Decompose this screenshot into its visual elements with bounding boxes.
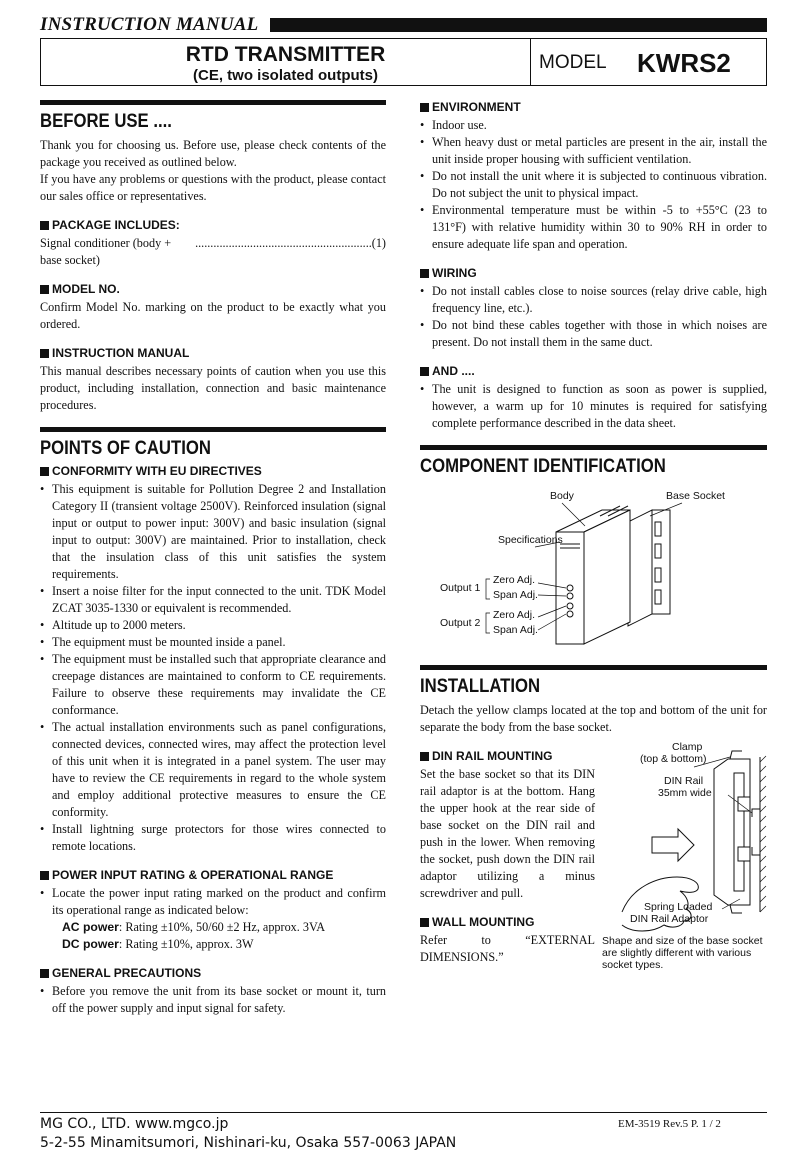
wiring-heading: WIRING: [420, 266, 767, 280]
title-box: [40, 38, 767, 86]
instruction-manual-text: This manual describes necessary points of caution when you use this product, including installation, connection and basic maintenance procedures.: [40, 364, 386, 412]
title-divider: [530, 39, 531, 85]
power-heading: POWER INPUT RATING & OPERATIONAL RANGE: [40, 868, 386, 882]
section-rule: [420, 665, 767, 670]
list-item: • The equipment must be mounted inside a panel.: [40, 634, 386, 651]
instruction-manual-heading: INSTRUCTION MANUAL: [40, 346, 386, 360]
list-item: • The unit is designed to function as soon as power is supplied, however, a warm up for 10 minutes is required for satisfying complete performance described in the data sheet.: [420, 381, 767, 432]
manual-title: INSTRUCTION MANUAL: [40, 14, 259, 35]
zero-adj-1-label: Zero Adj.: [493, 574, 536, 586]
environment-heading: ENVIRONMENT: [420, 100, 767, 114]
ac-power-line: AC power: Rating ±10%, 50/60 ±2 Hz, approx. 3VA: [62, 920, 325, 934]
wall-heading: WALL MOUNTING: [420, 915, 595, 929]
span-adj-2-label: Span Adj.: [493, 624, 538, 636]
list-item: • Do not install cables close to noise sources (relay drive cable, high frequency line, etc.).: [420, 283, 767, 317]
square-bullet-icon: [40, 285, 49, 294]
din-rail-label: DIN Rail: [664, 775, 704, 787]
installation-block: [420, 741, 767, 999]
title-bar: [270, 18, 767, 32]
din-heading: DIN RAIL MOUNTING: [420, 749, 595, 763]
eu-list: [40, 481, 386, 855]
base-socket-label: Base Socket: [666, 490, 725, 502]
list-item: • Insert a noise filter for the input connected to the unit. TDK Model ZCAT 3035-1330 or equivalent is recommended.: [40, 583, 386, 617]
spring-label: Spring Loaded: [644, 901, 713, 913]
din-rail-width-label: 35mm wide: [658, 787, 712, 799]
before-use-intro2: If you have any problems or questions with the product, please contact our sales office or representatives.: [40, 172, 386, 203]
square-bullet-icon: [420, 367, 429, 376]
spring-sublabel: DIN Rail Adaptor: [630, 913, 709, 925]
body-label: Body: [550, 490, 574, 502]
square-bullet-icon: [40, 969, 49, 978]
square-bullet-icon: [420, 918, 429, 927]
model-label: MODEL: [539, 52, 607, 73]
list-item: • Indoor use.: [420, 117, 767, 134]
dc-power-line: DC power: Rating ±10%, approx. 3W: [62, 937, 254, 951]
clamp-label: Clamp: [672, 741, 703, 753]
component-title: COMPONENT IDENTIFICATION: [420, 456, 666, 477]
model-no-text: Confirm Model No. marking on the product to be exactly what you ordered.: [40, 300, 386, 331]
general-heading: GENERAL PRECAUTIONS: [40, 966, 386, 980]
square-bullet-icon: [40, 871, 49, 880]
package-item: Signal conditioner (body + base socket) .......................................................... (1): [40, 236, 386, 267]
din-text: Set the base socket so that its DIN rail adaptor is at the bottom. Hang the upper hook at the rear side of base socket on the DIN rail and push in the lower. When removing the socket, push down the DIN rail adaptor utilizing a minus screwdriver and pull.: [420, 767, 595, 900]
din-diagram: [602, 737, 767, 971]
list-item: • The actual installation environments such as panel configurations, connected devices, connected wires, may affect the protection level of this unit when it is integrated in a panel system. The user may have to review the CE requirements in regard to the whole system and employ additional protective measures to ensure the CE conformity.: [40, 719, 386, 821]
component-diagram: [420, 482, 767, 652]
span-adj-1-label: Span Adj.: [493, 589, 538, 601]
list-item: • Do not bind these cables together with those in which noises are present. Do not install them in the same duct.: [420, 317, 767, 351]
footer-doc-number: EM-3519 Rev.5 P. 1 / 2: [618, 1118, 721, 1130]
footer-rule: [40, 1112, 767, 1113]
square-bullet-icon: [420, 752, 429, 761]
socket-note: Shape and size of the base socket are slightly different with various socket types.: [602, 935, 763, 971]
list-item: • Altitude up to 2000 meters.: [40, 617, 386, 634]
product-title: RTD TRANSMITTER: [185, 43, 386, 66]
output2-label: Output 2: [440, 617, 481, 629]
list-item: • Do not install the unit where it is subjected to continuous vibration. Do not subject the unit to physical impact.: [420, 168, 767, 202]
wall-text: Refer to “EXTERNAL DIMENSIONS.”: [420, 933, 595, 964]
footer-address: 5-2-55 Minamitsumori, Nishinari-ku, Osaka 557-0063 JAPAN: [40, 1135, 457, 1151]
and-heading: AND ....: [420, 364, 767, 378]
square-bullet-icon: [40, 467, 49, 476]
list-item: • Before you remove the unit from its base socket or mount it, turn off the power supply and input signal for safety.: [40, 983, 386, 1017]
section-rule: [420, 445, 767, 450]
list-item: • This equipment is suitable for Pollution Degree 2 and Installation Category II (transient voltage 2500V). Reinforced insulation (signal input or output to power input: 300V) and basic insulation (signal input to output: 300V) are maintained. Prior to installation, check that the insulation class of this unit satisfies the system requirements.: [40, 481, 386, 583]
model-no-heading: MODEL NO.: [40, 282, 386, 296]
square-bullet-icon: [420, 269, 429, 278]
square-bullet-icon: [40, 221, 49, 230]
clamp-sublabel: (top & bottom): [640, 753, 707, 765]
eu-heading: CONFORMITY WITH EU DIRECTIVES: [40, 464, 386, 478]
product-subtitle: (CE, two isolated outputs): [193, 67, 378, 84]
list-item: • Install lightning surge protectors for those wires connected to remote locations.: [40, 821, 386, 855]
footer-company: MG CO., LTD. www.mgco.jp: [40, 1116, 229, 1132]
right-column: [420, 100, 767, 999]
list-item: • Environmental temperature must be within -5 to +55°C (23 to 131°F) with relative humidity within 30 to 90% RH in order to ensure adequate life span and operation.: [420, 202, 767, 253]
specifications-label: Specifications: [498, 534, 563, 546]
section-rule: [40, 100, 386, 105]
list-item: • When heavy dust or metal particles are present in the air, install the unit inside proper housing with sufficient ventilation.: [420, 134, 767, 168]
output1-label: Output 1: [440, 582, 481, 594]
left-column: [40, 100, 386, 1017]
installation-title: INSTALLATION: [420, 676, 541, 697]
model-code: KWRS2: [637, 48, 731, 78]
square-bullet-icon: [40, 349, 49, 358]
installation-intro: Detach the yellow clamps located at the top and bottom of the unit for separate the body from the base socket.: [420, 703, 767, 734]
square-bullet-icon: [420, 103, 429, 112]
list-item: • Locate the power input rating marked on the product and confirm its operational range as indicated below:: [40, 885, 386, 919]
before-use-title: BEFORE USE ....: [40, 111, 172, 132]
package-heading: PACKAGE INCLUDES:: [40, 218, 386, 232]
before-use-intro: Thank you for choosing us. Before use, please check contents of the package you received as outlined below.: [40, 138, 386, 169]
caution-title: POINTS OF CAUTION: [40, 438, 211, 459]
list-item: • The equipment must be installed such that appropriate clearance and creepage distances are maintained to conform to CE requirements. Failure to observe these requirements may invalidate the CE conformance.: [40, 651, 386, 719]
zero-adj-2-label: Zero Adj.: [493, 609, 536, 621]
section-rule: [40, 427, 386, 432]
